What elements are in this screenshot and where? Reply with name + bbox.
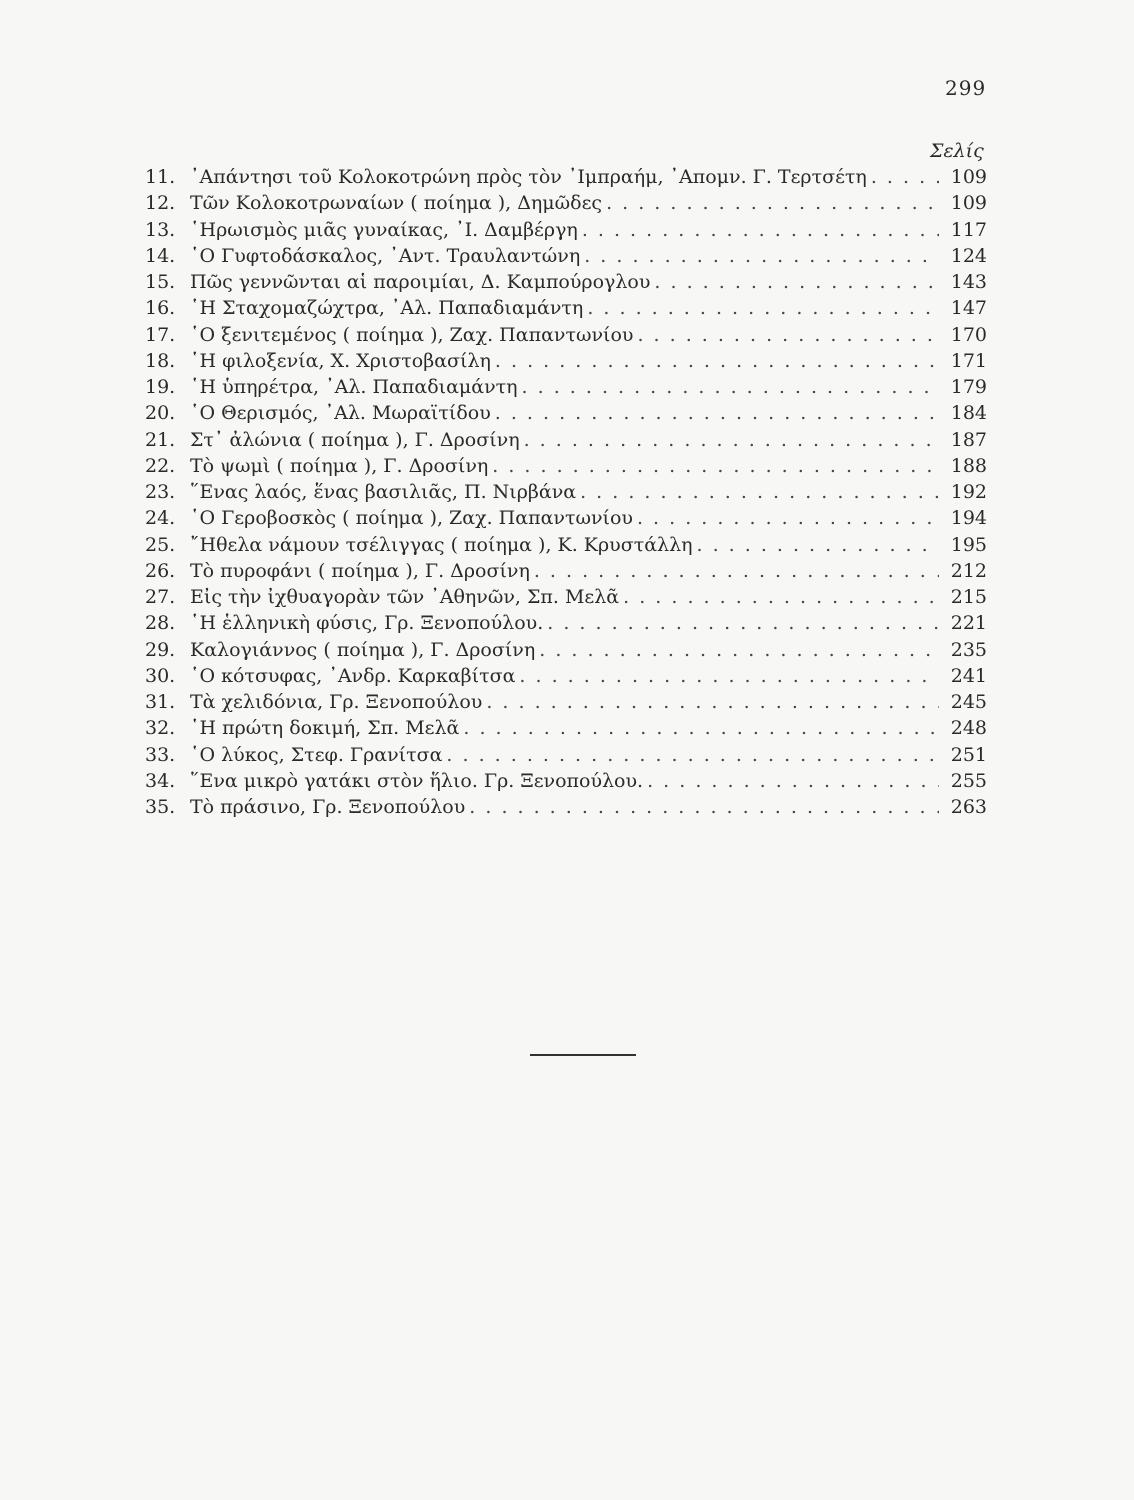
toc-leader-dots xyxy=(519,665,939,687)
toc-leader-dots xyxy=(584,245,939,267)
toc-entry-page: 188 xyxy=(950,454,987,477)
toc-leader-dots xyxy=(587,297,939,319)
toc-entry-page: 179 xyxy=(950,376,987,398)
toc-entry-title: ῾Ο ξενιτεμένος ( ποίημα ), Ζαχ. Παπαντωνίου xyxy=(190,323,634,346)
toc-entry-number: 29. xyxy=(145,638,176,661)
toc-entry-title: Εἰς τὴν ἰχθυαγορὰν τῶν ᾿Αθηνῶν, Σπ. Μελᾶ xyxy=(190,586,620,608)
toc-entry-page: 248 xyxy=(950,717,987,740)
toc-entry-number: 19. xyxy=(145,376,176,398)
toc-entry-page: 263 xyxy=(950,796,987,818)
toc-entry-title: ῞Ενας λαός, ἕνας βασιλιᾶς, Π. Νιρβάνα xyxy=(190,481,577,503)
toc-entry-title: ῾Η ὑπηρέτρα, ᾿Αλ. Παπαδιαμάντη xyxy=(190,376,518,398)
toc-entry xyxy=(145,796,987,822)
toc-entry-page: 221 xyxy=(950,612,987,635)
toc-entry xyxy=(145,481,987,507)
toc-entry-number: 23. xyxy=(145,481,176,503)
section-divider xyxy=(530,1054,636,1056)
toc-entry xyxy=(145,455,987,481)
toc-entry-title: ῾Ο κότσυφας, ᾿Ανδρ. Καρκαβίτσα xyxy=(190,664,516,687)
toc-entry-title: ῞Ενα μικρὸ γατάκι στὸν ἥλιο. Γρ. Ξενοπούλου. xyxy=(190,769,644,792)
toc-entry-page: 187 xyxy=(950,428,987,451)
toc-leader-dots xyxy=(580,481,939,503)
toc-leader-dots xyxy=(495,402,939,424)
toc-leader-dots xyxy=(606,192,939,214)
toc-entry-page: 184 xyxy=(950,402,987,425)
toc-entry xyxy=(145,324,987,350)
toc-entry xyxy=(145,534,987,560)
toc-entry xyxy=(145,271,987,297)
toc-entry-title: Τὸ ψωμὶ ( ποίημα ), Γ. Δροσίνη xyxy=(190,454,489,477)
toc-entry-title: ῾Η φιλοξενία, Χ. Χριστοβασίλη xyxy=(190,349,491,372)
toc-entry-title: ῾Η Σταχομαζώχτρα, ᾿Αλ. Παπαδιαμάντη xyxy=(190,297,584,320)
toc-entry-number: 30. xyxy=(145,664,176,687)
toc-leader-dots xyxy=(495,350,939,372)
toc-entry-page: 170 xyxy=(950,323,987,346)
toc-entry xyxy=(145,691,987,717)
toc-entry-title: Καλογιάννος ( ποίημα ), Γ. Δροσίνη xyxy=(190,638,536,661)
toc-entry-number: 22. xyxy=(145,454,176,477)
toc-entry-title: Τὸ πράσινο, Γρ. Ξενοπούλου xyxy=(190,796,466,818)
toc-entry xyxy=(145,507,987,533)
toc-leader-dots xyxy=(623,586,939,608)
column-header-page: Σελίς xyxy=(930,140,984,162)
toc-entry xyxy=(145,612,987,638)
toc-leader-dots xyxy=(446,744,939,766)
toc-leader-dots xyxy=(654,271,939,293)
toc-entry-title: ῾Ο Γεροβοσκὸς ( ποίημα ), Ζαχ. Παπαντωνίου xyxy=(190,507,633,530)
toc-entry xyxy=(145,350,987,376)
toc-entry-title: ῾Η πρώτη δοκιμή, Σπ. Μελᾶ xyxy=(190,717,460,740)
toc-entry xyxy=(145,770,987,796)
toc-entry-number: 34. xyxy=(145,769,176,792)
toc-entry xyxy=(145,586,987,612)
toc-entry-number: 18. xyxy=(145,349,176,372)
toc-entry-title: Τὰ χελιδόνια, Γρ. Ξενοπούλου xyxy=(190,691,483,713)
toc-entry-title: Στ᾿ ἀλώνια ( ποίημα ), Γ. Δροσίνη xyxy=(190,428,520,451)
toc-entry-page: 245 xyxy=(950,691,987,713)
toc-entry xyxy=(145,297,987,323)
toc-leader-dots xyxy=(637,507,939,529)
toc-entry-number: 20. xyxy=(145,402,176,425)
toc-entry-title: ῾Ο Γυφτοδάσκαλος, ᾿Αντ. Τραυλαντώνη xyxy=(190,244,581,267)
toc-leader-dots xyxy=(547,612,939,634)
toc-entry-title: Πῶς γεννῶνται αἱ παροιμίαι, Δ. Καμπούρογλου xyxy=(190,271,651,293)
toc-entry-page: 212 xyxy=(950,559,987,582)
toc-entry xyxy=(145,717,987,743)
toc-entry-number: 13. xyxy=(145,218,176,241)
toc-entry-number: 17. xyxy=(145,323,176,346)
toc-entry-number: 31. xyxy=(145,691,176,713)
toc-entry-number: 21. xyxy=(145,428,176,451)
toc-entry-title: ᾿Απάντησι τοῦ Κολοκοτρώνη πρὸς τὸν ᾿Ιμπραήμ, ᾿Απομν. Γ. Τερτσέτη xyxy=(190,166,867,188)
toc-entry-number: 32. xyxy=(145,717,176,740)
toc-entry xyxy=(145,166,987,192)
toc-entry-page: 235 xyxy=(950,638,987,661)
toc-entry-page: 194 xyxy=(950,507,987,530)
toc-entry xyxy=(145,429,987,455)
toc-entry-page: 195 xyxy=(950,533,987,556)
toc-entry-title: ῾Ηρωισμὸς μιᾶς γυναίκας, ᾿Ι. Δαμβέργη xyxy=(190,218,578,241)
toc-entry-page: 109 xyxy=(950,166,987,188)
toc-leader-dots xyxy=(486,691,939,713)
toc-entry-number: 15. xyxy=(145,271,176,293)
toc-leader-dots xyxy=(697,534,940,556)
toc-entry-page: 255 xyxy=(950,769,987,792)
toc-entry-page: 143 xyxy=(950,271,987,293)
toc-entry-number: 26. xyxy=(145,559,176,582)
toc-leader-dots xyxy=(522,376,939,398)
toc-entry-number: 27. xyxy=(145,586,176,608)
toc-entry xyxy=(145,639,987,665)
toc-entry-number: 28. xyxy=(145,612,176,635)
toc-leader-dots xyxy=(582,219,939,241)
page-number: 299 xyxy=(945,76,987,100)
toc-entry xyxy=(145,744,987,770)
toc-entry-number: 16. xyxy=(145,297,176,320)
toc-entry-title: ῾Ο Θερισμός, ᾿Αλ. Μωραϊτίδου xyxy=(190,402,491,425)
toc-entry-number: 14. xyxy=(145,244,176,267)
toc-leader-dots xyxy=(647,770,939,792)
toc-entry xyxy=(145,245,987,271)
toc-entry-title: Τῶν Κολοκοτρωναίων ( ποίημα ), Δημῶδες xyxy=(190,192,603,215)
toc-leader-dots xyxy=(637,324,939,346)
toc-entry-number: 24. xyxy=(145,507,176,530)
toc-entry-page: 171 xyxy=(950,349,987,372)
toc-entry xyxy=(145,219,987,245)
toc-leader-dots xyxy=(463,717,939,739)
toc-entry-number: 25. xyxy=(145,533,176,556)
toc-entry-page: 109 xyxy=(950,192,987,215)
toc-entry-number: 11. xyxy=(145,166,176,188)
toc-entry-page: 215 xyxy=(950,586,987,608)
toc-entry xyxy=(145,192,987,218)
toc-leader-dots xyxy=(492,455,939,477)
toc-entry-page: 117 xyxy=(950,218,987,241)
toc-leader-dots xyxy=(871,166,939,188)
table-of-contents xyxy=(145,166,987,822)
toc-leader-dots xyxy=(534,560,939,582)
toc-entry-title: ῾Ο λύκος, Στεφ. Γρανίτσα xyxy=(190,743,443,766)
toc-leader-dots xyxy=(539,639,939,661)
toc-entry-page: 147 xyxy=(950,297,987,320)
toc-entry-number: 35. xyxy=(145,796,176,818)
toc-entry xyxy=(145,402,987,428)
toc-entry-page: 251 xyxy=(950,743,987,766)
toc-entry xyxy=(145,376,987,402)
toc-entry-number: 12. xyxy=(145,192,176,215)
toc-entry-page: 192 xyxy=(950,481,987,503)
toc-entry-page: 241 xyxy=(950,664,987,687)
toc-leader-dots xyxy=(524,429,939,451)
toc-entry-page: 124 xyxy=(950,244,987,267)
toc-entry-number: 33. xyxy=(145,743,176,766)
toc-leader-dots xyxy=(469,796,939,818)
toc-entry xyxy=(145,560,987,586)
toc-entry-title: Τὸ πυροφάνι ( ποίημα ), Γ. Δροσίνη xyxy=(190,559,530,582)
toc-entry-title: ῾Η ἑλληνικὴ φύσις, Γρ. Ξενοπούλου. xyxy=(190,612,544,635)
toc-entry-title: ῎Ηθελα νάμουν τσέλιγγας ( ποίημα ), Κ. Κρυστάλλη xyxy=(190,533,693,556)
toc-entry xyxy=(145,665,987,691)
